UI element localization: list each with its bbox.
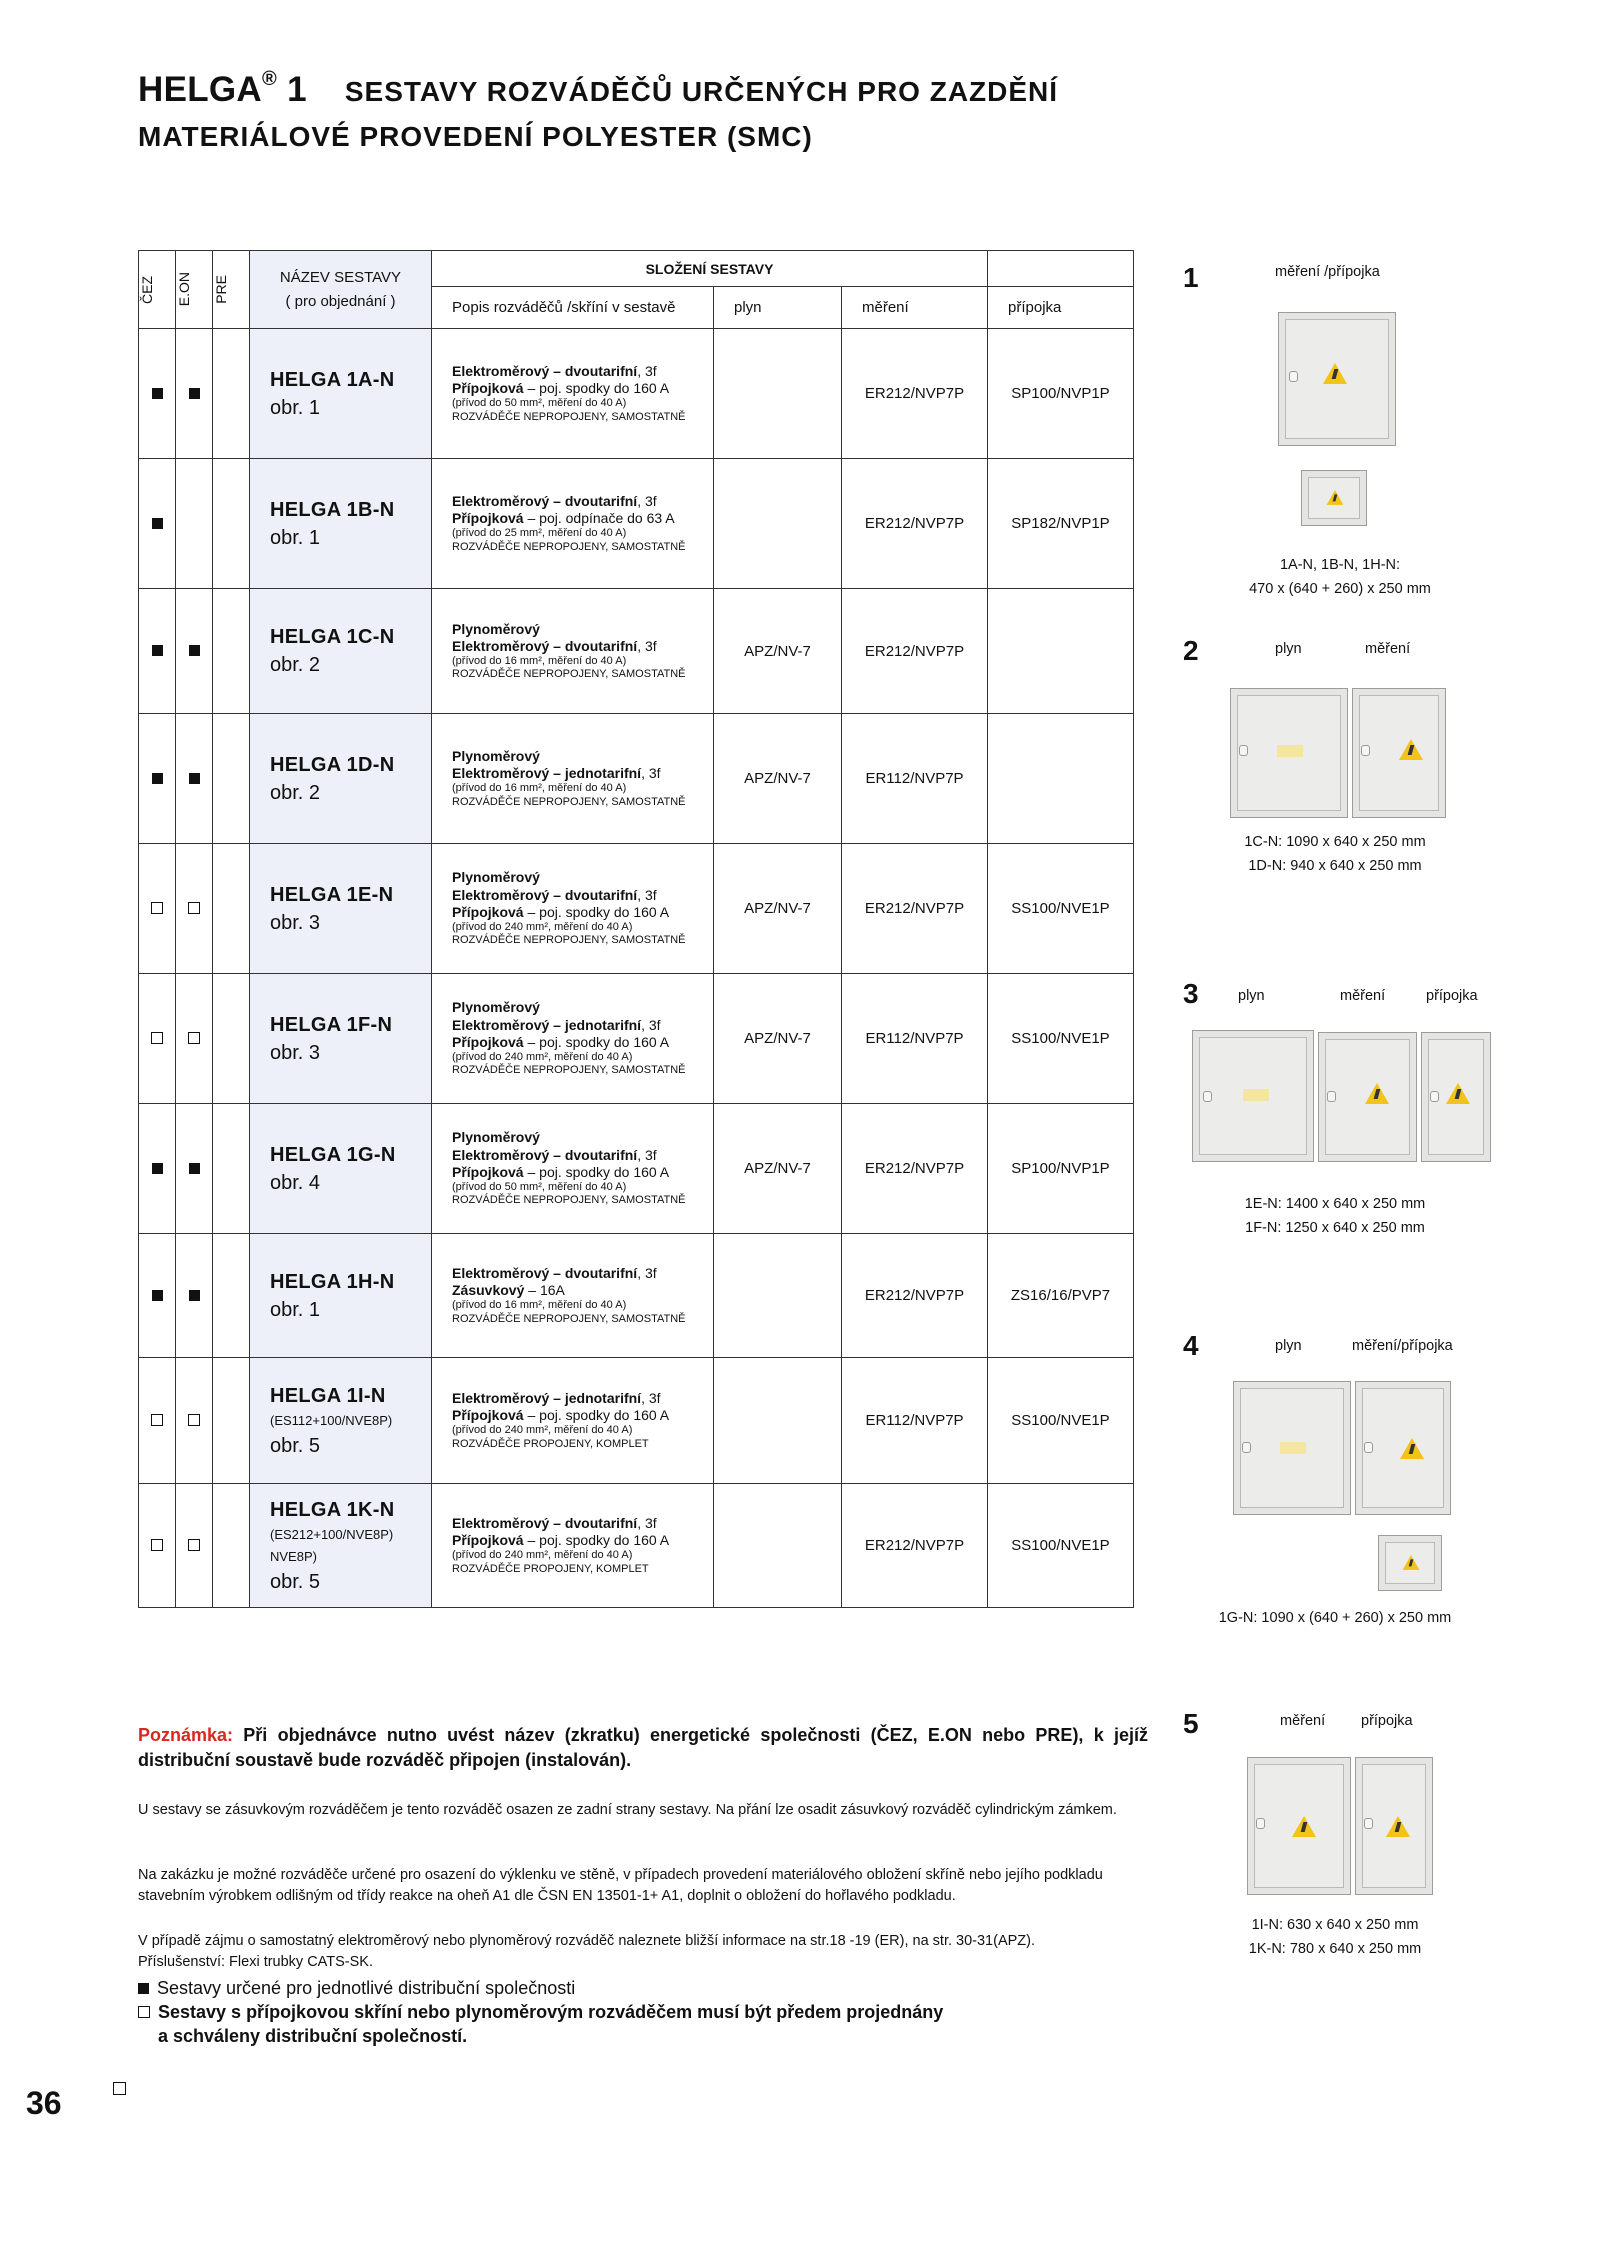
header-cez: ČEZ	[139, 251, 176, 329]
figure-4-number: 4	[1183, 1330, 1199, 1361]
figure-ref: obr. 4	[270, 1171, 321, 1194]
mark-cez	[139, 714, 176, 844]
description-line: Elektroměrový – dvoutarifní, 3f	[452, 1146, 657, 1163]
value-mereni: ER212/NVP7P	[842, 844, 988, 974]
value-plyn	[714, 329, 842, 459]
table-row	[139, 1104, 1134, 1234]
description-note: (přívod do 16 mm², měření do 40 A)	[452, 782, 627, 795]
value-mereni: ER112/NVP7P	[842, 714, 988, 844]
assembly-name: HELGA 1D-N	[270, 753, 395, 776]
assembly-code-cont: NVE8P)	[270, 1548, 317, 1564]
order-note	[138, 1723, 1148, 1773]
figure-1-connection-cabinet	[1301, 470, 1367, 526]
figure-5-meter-cabinet	[1247, 1757, 1351, 1895]
figure-1-meter-cabinet	[1278, 312, 1396, 446]
mark-eon	[176, 1234, 213, 1358]
assembly-name-cell	[250, 459, 432, 589]
description-line: Elektroměrový – dvoutarifní, 3f	[452, 886, 657, 903]
figure-ref: obr. 3	[270, 911, 321, 934]
figure-3-number: 3	[1183, 978, 1199, 1009]
mark-cez	[139, 459, 176, 589]
assembly-code: (ES112+100/NVE8P)	[270, 1412, 393, 1428]
value-pripojka	[988, 589, 1134, 714]
value-plyn	[714, 1358, 842, 1484]
mark-pre	[213, 1104, 250, 1234]
description-line: Elektroměrový – jednotarifní, 3f	[452, 1390, 661, 1407]
mark-pre	[213, 459, 250, 589]
description-line: Přípojková – poj. spodky do 160 A	[452, 1033, 670, 1050]
header-pre: PRE	[213, 251, 250, 329]
mark-cez	[139, 329, 176, 459]
filled-square-icon	[152, 773, 163, 784]
warning-icon	[1327, 490, 1344, 505]
figure-ref: obr. 1	[270, 1298, 321, 1321]
assembly-name: HELGA 1I-N	[270, 1384, 386, 1407]
description-note: (přívod do 240 mm², měření do 40 A)	[452, 1424, 633, 1437]
description-line: Přípojková – poj. spodky do 160 A	[452, 380, 670, 397]
assembly-name: HELGA 1E-N	[270, 883, 394, 906]
figure-2-gas-cabinet	[1230, 688, 1348, 818]
figure-3-caption-2: 1F-N: 1250 x 640 x 250 mm	[1245, 1220, 1425, 1236]
figure-2-label-meter: měření	[1365, 641, 1411, 657]
filled-square-icon	[138, 1983, 149, 1994]
mark-cez	[139, 1358, 176, 1484]
description-line: Přípojková – poj. spodky do 160 A	[452, 903, 670, 920]
description-line: Zásuvkový – 16A	[452, 1282, 565, 1299]
filled-square-icon	[189, 645, 200, 656]
figure-2-label-gas: plyn	[1275, 641, 1302, 657]
description-note: (přívod do 240 mm², měření do 40 A)	[452, 1549, 633, 1562]
description-wiring: ROZVÁDĚČE NEPROPOJENY, SAMOSTATNĚ	[452, 934, 686, 947]
note-fire: Na zakázku je možné rozváděče určené pro osazení do výklenku ve stěně, v případech provedení materiálového obložení skříně nebo jejího podkladu stavebním výrobkem odlišným od třídy reakce na oheň A1 dle ČSN EN 13501-1+ A1, doplnit o obložení do hořlavého podkladu.	[138, 1867, 1103, 1904]
mark-eon	[176, 1358, 213, 1484]
header-assembly-name: NÁZEV SESTAVY ( pro objednání )	[250, 251, 432, 329]
mark-pre	[213, 1234, 250, 1358]
value-mereni: ER212/NVP7P	[842, 589, 988, 714]
value-mereni: ER212/NVP7P	[842, 459, 988, 589]
assembly-name-cell	[250, 844, 432, 974]
filled-square-icon	[152, 1163, 163, 1174]
legend-open: Sestavy s přípojkovou skříní nebo plynoměrovým rozváděčem musí být předem projednány	[138, 2000, 1148, 2024]
mark-eon	[176, 714, 213, 844]
warning-icon	[1400, 1438, 1424, 1459]
figure-ref: obr. 1	[270, 396, 321, 419]
description-cell	[432, 714, 714, 844]
value-pripojka: ZS16/16/PVP7	[988, 1234, 1134, 1358]
mark-pre	[213, 714, 250, 844]
value-pripojka: SS100/NVE1P	[988, 1358, 1134, 1484]
table-row	[139, 1234, 1134, 1358]
value-plyn: APZ/NV-7	[714, 1104, 842, 1234]
header-composition: SLOŽENÍ SESTAVY	[432, 251, 988, 287]
figure-4-caption-1: 1G-N: 1090 x (640 + 260) x 250 mm	[1218, 1610, 1452, 1626]
header-metering: měření	[842, 287, 988, 329]
figure-3-caption-1: 1E-N: 1400 x 640 x 250 mm	[1244, 1196, 1426, 1212]
assembly-name-cell	[250, 1104, 432, 1234]
table-row	[139, 459, 1134, 589]
mark-eon	[176, 1104, 213, 1234]
description-line: Přípojková – poj. spodky do 160 A	[452, 1407, 670, 1424]
note-accessories: Příslušenství: Flexi trubky CATS-SK.	[138, 1954, 374, 1970]
description-note: (přívod do 240 mm², měření do 40 A)	[452, 1050, 633, 1063]
figure-2-caption-2: 1D-N: 940 x 640 x 250 mm	[1248, 858, 1422, 874]
header-connection: přípojka	[988, 287, 1134, 329]
mark-eon	[176, 844, 213, 974]
filled-square-icon	[189, 1163, 200, 1174]
mark-cez	[139, 589, 176, 714]
figure-3-meter-cabinet	[1318, 1032, 1417, 1162]
mark-cez	[139, 1484, 176, 1608]
description-line: Elektroměrový – jednotarifní, 3f	[452, 765, 661, 782]
value-pripojka: SP100/NVP1P	[988, 1104, 1134, 1234]
open-square-icon	[188, 1414, 200, 1426]
open-square-icon	[151, 1032, 163, 1044]
value-mereni: ER112/NVP7P	[842, 1358, 988, 1484]
figure-5-number: 5	[1183, 1708, 1199, 1739]
table-row	[139, 1358, 1134, 1484]
assembly-name-cell	[250, 1234, 432, 1358]
description-line: Plynoměrový	[452, 1129, 540, 1146]
mark-pre	[213, 1484, 250, 1608]
note-label: Poznámka:	[138, 1725, 234, 1745]
filled-square-icon	[152, 388, 163, 399]
mark-cez	[139, 1104, 176, 1234]
mark-pre	[213, 329, 250, 459]
mark-eon	[176, 1484, 213, 1608]
legend-filled: Sestavy určené pro jednotlivé distribuční společnosti	[138, 1976, 1148, 2000]
description-cell	[432, 589, 714, 714]
description-line: Plynoměrový	[452, 620, 540, 637]
description-wiring: ROZVÁDĚČE NEPROPOJENY, SAMOSTATNĚ	[452, 410, 686, 423]
open-square-icon	[188, 1032, 200, 1044]
material-title: MATERIÁLOVÉ PROVEDENÍ POLYESTER (SMC)	[138, 121, 813, 152]
description-cell	[432, 329, 714, 459]
value-pripojka	[988, 714, 1134, 844]
header-description: Popis rozváděčů /skříní v sestavě	[432, 287, 714, 329]
description-line: Přípojková – poj. odpínače do 63 A	[452, 510, 675, 527]
table-row	[139, 974, 1134, 1104]
note-reference: V případě zájmu o samostatný elektroměrový nebo plynoměrový rozváděč naleznete bližší informace na str.18 -19 (ER), na str. 30-31(APZ).	[138, 1933, 1035, 1949]
open-square-icon	[188, 1539, 200, 1551]
description-line: Elektroměrový – dvoutarifní, 3f	[452, 1515, 657, 1532]
assembly-name: HELGA 1K-N	[270, 1498, 395, 1521]
description-cell	[432, 1358, 714, 1484]
note-text: Při objednávce nutno uvést název (zkratku) energetické společnosti (ČEZ, E.ON nebo PRE), k jejíž distribuční soustavě bude rozváděč připojen (instalován).	[138, 1725, 1148, 1770]
brand-name: HELGA	[138, 70, 262, 109]
description-note: (přívod do 240 mm², měření do 40 A)	[452, 920, 633, 933]
value-mereni: ER212/NVP7P	[842, 1484, 988, 1608]
mark-eon	[176, 329, 213, 459]
warning-icon	[1399, 739, 1423, 760]
assembly-name: HELGA 1C-N	[270, 626, 395, 648]
table-row	[139, 589, 1134, 714]
figure-ref: obr. 2	[270, 654, 321, 676]
description-line: Elektroměrový – dvoutarifní, 3f	[452, 637, 657, 654]
warning-icon	[1386, 1816, 1410, 1837]
figure-2-meter-cabinet	[1352, 688, 1446, 818]
figure-3-gas-cabinet	[1192, 1030, 1314, 1162]
description-line: Plynoměrový	[452, 748, 540, 765]
assembly-name: HELGA 1G-N	[270, 1143, 396, 1166]
value-mereni: ER212/NVP7P	[842, 1104, 988, 1234]
figure-4-meter-cabinet	[1355, 1381, 1451, 1515]
assembly-name-cell	[250, 1484, 432, 1608]
value-plyn	[714, 459, 842, 589]
description-line: Plynoměrový	[452, 999, 540, 1016]
warning-icon	[1403, 1555, 1420, 1570]
assembly-code: (ES212+100/NVE8P)	[270, 1526, 394, 1542]
assembly-name-cell	[250, 974, 432, 1104]
note-socket: U sestavy se zásuvkovým rozváděčem je tento rozváděč osazen ze zadní strany sestavy. Na přání lze osadit zásuvkový rozváděč cylindrickým zámkem.	[138, 1802, 1117, 1818]
figure-ref: obr. 5	[270, 1570, 321, 1593]
value-plyn: APZ/NV-7	[714, 714, 842, 844]
figure-4-label-gas: plyn	[1275, 1338, 1302, 1354]
figure-1-number: 1	[1183, 262, 1199, 293]
description-note: (přívod do 16 mm², měření do 40 A)	[452, 1299, 627, 1312]
value-pripojka: SP100/NVP1P	[988, 329, 1134, 459]
value-plyn: APZ/NV-7	[714, 589, 842, 714]
value-mereni: ER112/NVP7P	[842, 974, 988, 1104]
warning-icon	[1446, 1083, 1470, 1104]
description-wiring: ROZVÁDĚČE PROPOJENY, KOMPLET	[452, 1562, 649, 1575]
mark-eon	[176, 589, 213, 714]
value-pripojka: SS100/NVE1P	[988, 844, 1134, 974]
value-mereni: ER212/NVP7P	[842, 329, 988, 459]
open-square-icon	[151, 1414, 163, 1426]
page-number: 36	[26, 2085, 62, 2121]
figure-ref: obr. 1	[270, 526, 321, 549]
filled-square-icon	[189, 1290, 200, 1301]
series-number: 1	[287, 70, 307, 109]
figure-5-label-connection: přípojka	[1361, 1713, 1413, 1729]
mark-pre	[213, 1358, 250, 1484]
figure-2-caption-1: 1C-N: 1090 x 640 x 250 mm	[1244, 834, 1426, 850]
figure-4-label-meter: měření/přípojka	[1352, 1338, 1453, 1354]
table-row	[139, 329, 1134, 459]
description-line: Elektroměrový – jednotarifní, 3f	[452, 1016, 661, 1033]
table-row	[139, 1484, 1134, 1608]
mark-pre	[213, 589, 250, 714]
description-cell	[432, 1104, 714, 1234]
description-wiring: ROZVÁDĚČE NEPROPOJENY, SAMOSTATNĚ	[452, 795, 686, 808]
value-mereni: ER212/NVP7P	[842, 1234, 988, 1358]
figure-4-gas-cabinet	[1233, 1381, 1351, 1515]
header-blank	[988, 251, 1134, 287]
warning-icon	[1292, 1816, 1316, 1837]
figure-5-label-meter: měření	[1280, 1713, 1326, 1729]
mark-cez	[139, 1234, 176, 1358]
figure-3-label-connection: přípojka	[1426, 988, 1478, 1004]
value-pripojka: SS100/NVE1P	[988, 974, 1134, 1104]
value-plyn: APZ/NV-7	[714, 844, 842, 974]
mark-cez	[139, 844, 176, 974]
table-row	[139, 844, 1134, 974]
figure-3-connection-cabinet	[1421, 1032, 1491, 1162]
description-line: Elektroměrový – dvoutarifní, 3f	[452, 363, 657, 380]
figure-ref: obr. 2	[270, 781, 321, 804]
mark-pre	[213, 974, 250, 1104]
description-note: (přívod do 16 mm², měření do 40 A)	[452, 654, 627, 667]
assembly-name-cell	[250, 1358, 432, 1484]
figure-1-caption-2: 470 x (640 + 260) x 250 mm	[1249, 581, 1431, 597]
description-cell	[432, 1484, 714, 1608]
page-title	[138, 70, 1058, 110]
value-plyn	[714, 1234, 842, 1358]
open-square-icon	[151, 1539, 163, 1551]
filled-square-icon	[152, 518, 163, 529]
description-wiring: ROZVÁDĚČE NEPROPOJENY, SAMOSTATNĚ	[452, 1312, 686, 1325]
description-line: Přípojková – poj. spodky do 160 A	[452, 1163, 670, 1180]
open-square-icon	[138, 2006, 150, 2018]
description-wiring: ROZVÁDĚČE NEPROPOJENY, SAMOSTATNĚ	[452, 668, 686, 681]
value-pripojka: SS100/NVE1P	[988, 1484, 1134, 1608]
figure-2-number: 2	[1183, 635, 1199, 666]
description-line: Elektroměrový – dvoutarifní, 3f	[452, 1265, 657, 1282]
figure-ref: obr. 3	[270, 1041, 321, 1064]
open-square-icon	[113, 2082, 126, 2095]
mark-cez	[139, 974, 176, 1104]
description-cell	[432, 1234, 714, 1358]
figure-4-connection-cabinet	[1378, 1535, 1442, 1591]
assembly-name: HELGA 1H-N	[270, 1270, 395, 1293]
description-note: (přívod do 50 mm², měření do 40 A)	[452, 1180, 627, 1193]
registered-mark: ®	[262, 68, 278, 90]
assembly-name-cell	[250, 714, 432, 844]
open-square-icon	[188, 902, 200, 914]
filled-square-icon	[189, 773, 200, 784]
assembly-table	[138, 250, 1134, 1608]
figure-5-connection-cabinet	[1355, 1757, 1433, 1895]
description-wiring: ROZVÁDĚČE NEPROPOJENY, SAMOSTATNĚ	[452, 1064, 686, 1077]
description-note: (přívod do 50 mm², měření do 40 A)	[452, 397, 627, 410]
assembly-name: HELGA 1B-N	[270, 498, 395, 521]
description-cell	[432, 844, 714, 974]
description-wiring: ROZVÁDĚČE NEPROPOJENY, SAMOSTATNĚ	[452, 540, 686, 553]
figure-1-caption-1: 1A-N, 1B-N, 1H-N:	[1279, 557, 1401, 573]
warning-icon	[1323, 363, 1347, 384]
description-note: (přívod do 25 mm², měření do 40 A)	[452, 527, 627, 540]
value-pripojka: SP182/NVP1P	[988, 459, 1134, 589]
figure-3-label-gas: plyn	[1238, 988, 1265, 1004]
figure-5-caption-1: 1I-N: 630 x 640 x 250 mm	[1251, 1917, 1419, 1933]
legend-open-cont: a schváleny distribuční společností.	[158, 2026, 468, 2046]
figure-ref: obr. 5	[270, 1434, 321, 1457]
filled-square-icon	[152, 645, 163, 656]
header-eon: E.ON	[176, 251, 213, 329]
mark-eon	[176, 974, 213, 1104]
title-subtitle: SESTAVY ROZVÁDĚČŮ URČENÝCH PRO ZAZDĚNÍ	[344, 76, 1059, 107]
filled-square-icon	[152, 1290, 163, 1301]
description-wiring: ROZVÁDĚČE NEPROPOJENY, SAMOSTATNĚ	[452, 1194, 686, 1207]
assembly-name-cell	[250, 329, 432, 459]
description-cell	[432, 974, 714, 1104]
warning-icon	[1365, 1083, 1389, 1104]
figure-3-label-meter: měření	[1340, 988, 1386, 1004]
assembly-name: HELGA 1A-N	[270, 368, 395, 391]
table-row	[139, 714, 1134, 844]
value-plyn	[714, 1484, 842, 1608]
header-gas: plyn	[714, 287, 842, 329]
figure-5-caption-2: 1K-N: 780 x 640 x 250 mm	[1248, 1941, 1422, 1957]
description-line: Plynoměrový	[452, 869, 540, 886]
description-wiring: ROZVÁDĚČE PROPOJENY, KOMPLET	[452, 1437, 649, 1450]
figure-1-label: měření /přípojka	[1275, 264, 1380, 280]
open-square-icon	[151, 902, 163, 914]
mark-pre	[213, 844, 250, 974]
filled-square-icon	[189, 388, 200, 399]
assembly-name-cell	[250, 589, 432, 714]
value-plyn: APZ/NV-7	[714, 974, 842, 1104]
assembly-name: HELGA 1F-N	[270, 1013, 393, 1036]
description-line: Přípojková – poj. spodky do 160 A	[452, 1532, 670, 1549]
description-cell	[432, 459, 714, 589]
mark-eon	[176, 459, 213, 589]
description-line: Elektroměrový – dvoutarifní, 3f	[452, 493, 657, 510]
